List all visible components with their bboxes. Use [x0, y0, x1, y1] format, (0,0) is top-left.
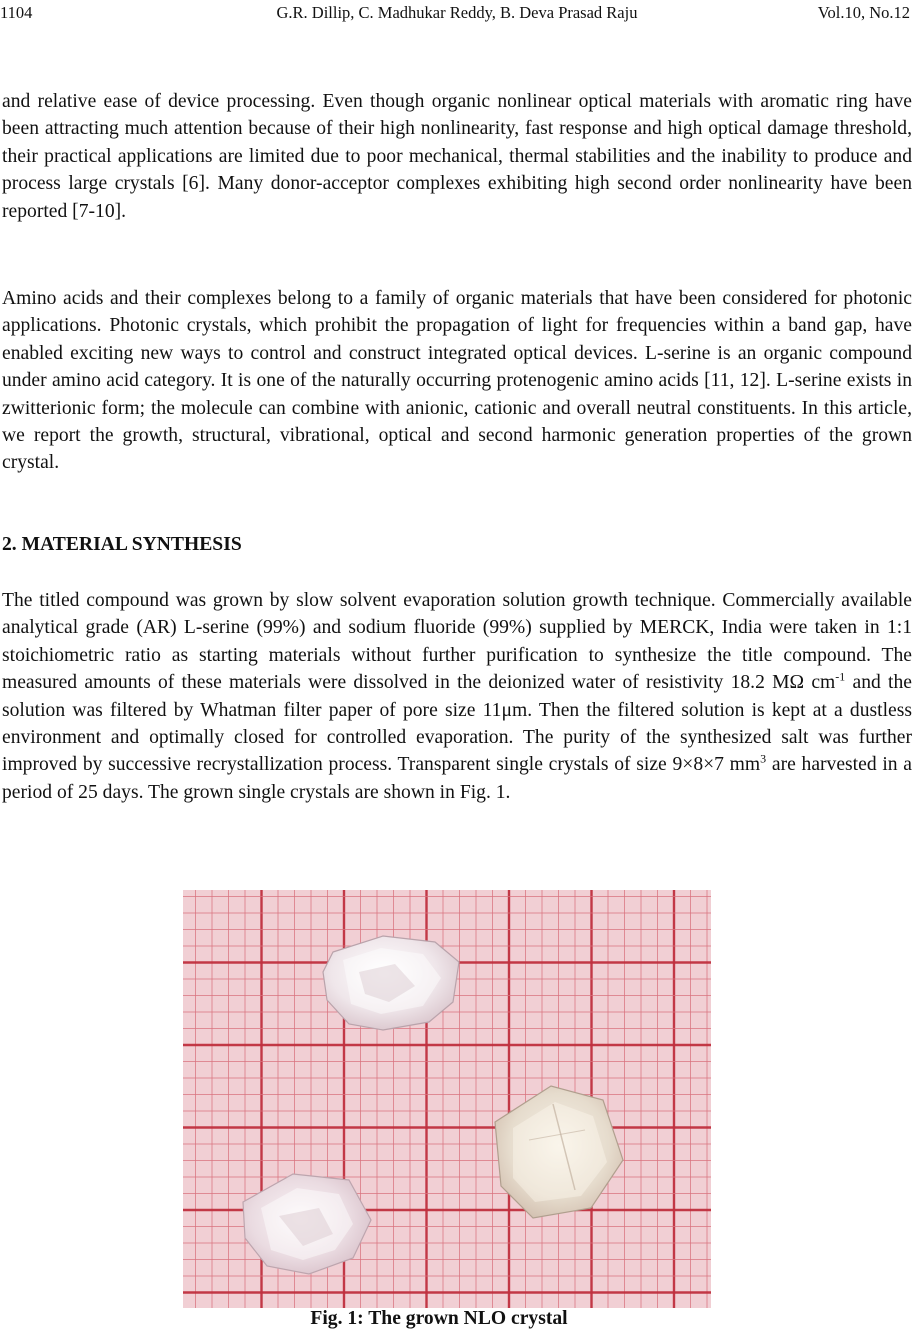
- running-header: [0, 2, 914, 24]
- paragraph-amino-acids: Amino acids and their complexes belong to a family of organic materials that have been considered for photonic applications. Photonic crystals, which prohibit the propagation of light for frequencies within a band gap, have enabled exciting new ways to control and construct integrated optical devices. L-serine is an organic compound under amino acid category. It is one of the naturally occurring protenogenic amino acids [11, 12]. L-serine exists in zwitterionic form; the molecule can combine with anionic, cationic and overall neutral constituents. In this article, we report the growth, structural, vibrational, optical and second harmonic generation properties of the grown crystal.: [2, 288, 912, 474]
- header-authors: G.R. Dillip, C. Madhukar Reddy, B. Deva Prasad Raju: [276, 3, 638, 22]
- crystal-photo: [183, 890, 711, 1308]
- crystal-photo-graphic: [183, 890, 711, 1308]
- paragraph-intro: and relative ease of device processing. Even though organic nonlinear optical materials with aromatic ring have been attracting much attention because of their high nonlinearity, fast response and high optical damage threshold, their practical applications are limited due to poor mechanical, thermal stabilities and the inability to produce and process large crystals [6]. Many donor-acceptor complexes exhibiting high second order nonlinearity have been reported [7-10].: [2, 91, 912, 222]
- figure-caption: Fig. 1: The grown NLO crystal: [310, 1308, 568, 1329]
- synthesis-superscript-1: -1: [835, 669, 846, 684]
- synthesis-text-2: and the solution was filtered by Whatman filter paper of pore size 11μm. Then the filtered solution is kept at a dustless environment and optimally closed for controlled evaporation. The purity of the synthesized salt was further improved by successive recrystallization process. Transparent single crystals of size 9×8×7 mm: [2, 672, 912, 776]
- synthesis-text-1: The titled compound was grown by slow solvent evaporation solution growth technique. Commercially available analytical grade (AR) L-serine (99%) and sodium fluoride (99%) supplied by MERCK, India were taken in 1:1 stoichiometric ratio as starting materials without further purification to synthesize the title compound. The measured amounts of these materials were dissolved in the deionized water of resistivity 18.2 MΩ cm: [2, 590, 912, 694]
- paragraph-synthesis: [2, 587, 912, 806]
- synthesis-text-3: are harvested in a period of 25 days. The grown single crystals are shown in Fig. 1.: [2, 754, 912, 803]
- section-heading: 2. MATERIAL SYNTHESIS: [2, 534, 242, 555]
- header-volume: Vol.10, No.12: [817, 3, 910, 22]
- page-number: 1104: [0, 3, 33, 22]
- synthesis-superscript-2: 3: [760, 751, 767, 766]
